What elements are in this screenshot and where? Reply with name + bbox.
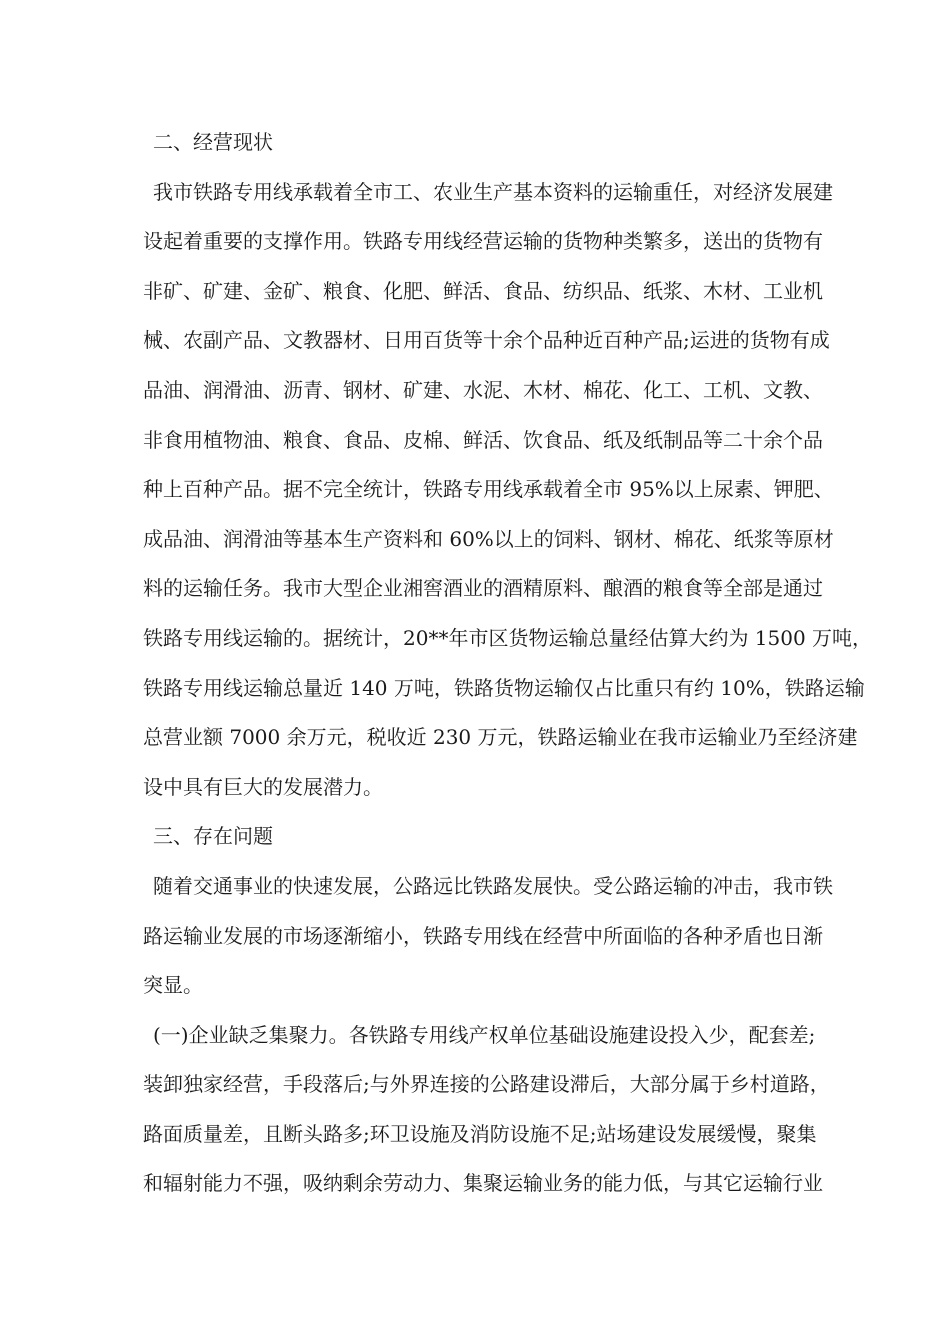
paragraph-line: 和辐射能力不强，吸纳剩余劳动力、集聚运输业务的能力低，与其它运输行业 [143,1171,823,1196]
paragraph-line: 铁路专用线运输总量近 140 万吨，铁路货物运输仅占比重只有约 10%，铁路运输 [143,675,865,700]
paragraph-line: 械、农副产品、文教器材、日用百货等十余个品种近百种产品;运进的货物有成 [143,328,830,353]
paragraph-line: 总营业额 7000 余万元，税收近 230 万元，铁路运输业在我市运输业乃至经济建 [143,725,858,750]
section-heading-problems: 三、存在问题 [153,824,273,849]
paragraph-line: 种上百种产品。据不完全统计，铁路专用线承载着全市 95%以上尿素、钾肥、 [143,477,834,502]
document-page [143,118,873,1209]
paragraph-line: 品油、润滑油、沥青、钢材、矿建、水泥、木材、棉花、化工、工机、文教、 [143,377,823,402]
paragraph-line: 设起着重要的支撑作用。铁路专用线经营运输的货物种类繁多，送出的货物有 [143,229,823,254]
section-heading-operations: 二、经营现状 [153,130,273,154]
paragraph-line: 非食用植物油、粮食、食品、皮棉、鲜活、饮食品、纸及纸制品等二十余个品 [143,427,823,452]
paragraph-line: 突显。 [143,973,203,998]
paragraph-line: 非矿、矿建、金矿、粮食、化肥、鲜活、食品、纺织品、纸浆、木材、工业机 [143,278,823,303]
paragraph-line: 铁路专用线运输的。据统计，20**年市区货物运输总量经估算大约为 1500 万吨， [143,625,873,650]
paragraph-line: 设中具有巨大的发展潜力。 [143,774,383,799]
paragraph-line: 路运输业发展的市场逐渐缩小，铁路专用线在经营中所面临的各种矛盾也日渐 [143,923,823,948]
paragraph-line: 我市铁路专用线承载着全市工、农业生产基本资料的运输重任，对经济发展建 [153,179,833,204]
paragraph-line: (一)企业缺乏集聚力。各铁路专用线产权单位基础设施建设投入少，配套差; [153,1022,816,1047]
paragraph-line: 装卸独家经营，手段落后;与外界连接的公路建设滞后，大部分属于乡村道路， [143,1072,830,1097]
paragraph-line: 路面质量差，且断头路多;环卫设施及消防设施不足;站场建设发展缓慢，聚集 [143,1121,817,1146]
paragraph-line: 随着交通事业的快速发展，公路远比铁路发展快。受公路运输的冲击，我市铁 [153,873,833,898]
paragraph-line: 料的运输任务。我市大型企业湘窖酒业的酒精原料、酿酒的粮食等全部是通过 [143,576,823,601]
paragraph-line: 成品油、润滑油等基本生产资料和 60%以上的饲料、钢材、棉花、纸浆等原材 [143,526,834,551]
